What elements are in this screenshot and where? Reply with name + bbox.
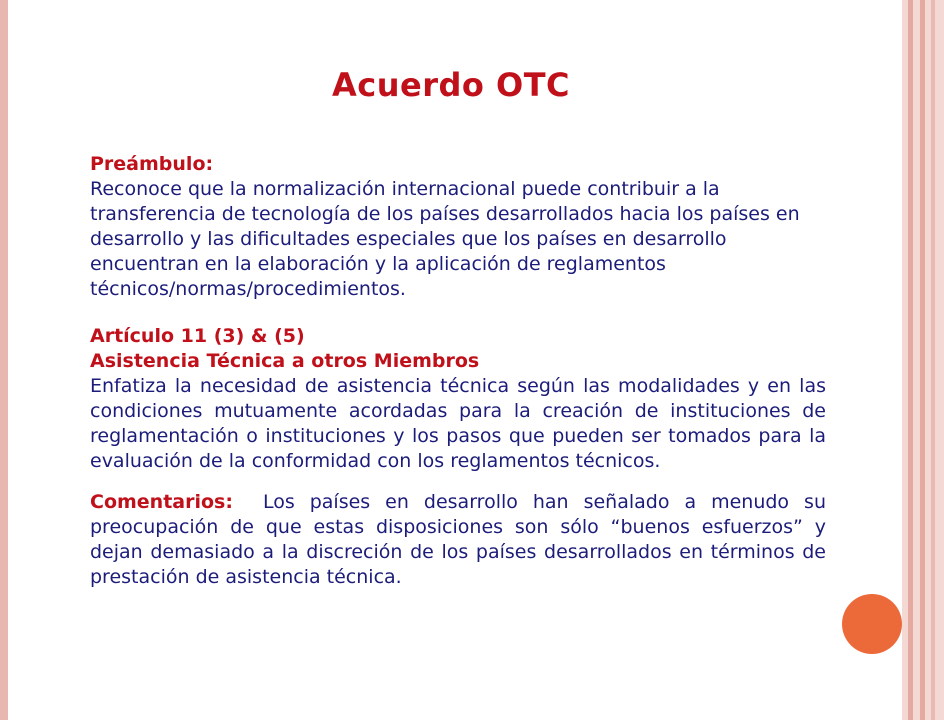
article-text: Enfatiza la necesidad de asistencia técnica según las modalidades y en las condiciones mutuamente acordadas para la creación de instituciones de reglamentación o instituciones y los pasos que pueden ser tomados para la evaluación de la conformidad con los reglamentos técnicos. <box>90 375 826 472</box>
slide-right-border-line <box>908 0 913 720</box>
article-subheading: Asistencia Técnica a otros Miembros <box>90 350 480 372</box>
spacer <box>90 302 826 324</box>
preamble-heading: Preámbulo: <box>90 153 214 175</box>
slide-right-border-line <box>931 0 935 720</box>
article-heading: Artículo 11 (3) & (5) <box>90 325 305 347</box>
slide-left-border <box>0 0 8 720</box>
preamble-text: Reconoce que la normalización internacional puede contribuir a la transferencia de tecnología de los países desarrollados hacia los países en desarrollo y las dificultades especiales que los países en desarrollo encuentran en la elaboración y la aplicación de reglamentos técnicos/normas/procedimientos. <box>90 178 800 300</box>
comments-paragraph <box>90 490 826 590</box>
slide-content <box>90 152 826 590</box>
spacer <box>90 474 826 490</box>
comments-text: Los países en desarrollo han señalado a menudo su preocupación de que estas disposiciones son sólo “buenos esfuerzos” y dejan demasiado a la discreción de los países desarrollados en términos de prestación de asistencia técnica. <box>90 491 826 588</box>
slide-right-border-line <box>920 0 925 720</box>
comments-label: Comentarios: <box>90 491 233 513</box>
decorative-accent-circle <box>842 594 902 654</box>
slide-title: Acuerdo OTC <box>331 66 571 104</box>
